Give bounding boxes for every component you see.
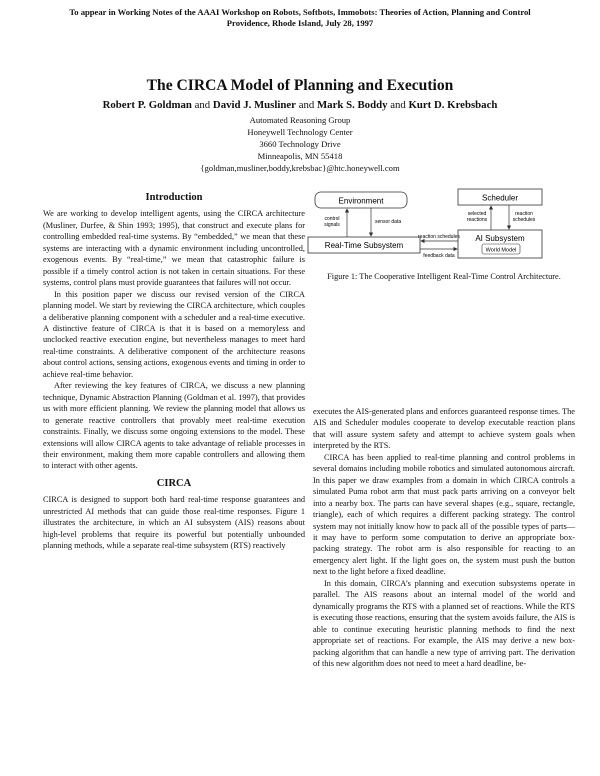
section-heading-introduction: Introduction [145,192,203,203]
reaction-schedules-label: schedules [512,217,536,223]
affiliation-org: Honeywell Technology Center [247,127,353,137]
author-list [0,99,600,111]
world-model-label: World Model [485,247,517,254]
reaction-schedules-label: reaction [515,211,533,217]
paragraph: After reviewing the key features of CIRCA, we discuss a new planning technique, Dynamic Abstraction Planning (Goldman et al. 1997), that provides us with more efficient planning. We review the planning model that allows us to generate reactive controllers that provably meet real-time execution constraints. Finally, we discuss some ongoing extensions to the model. These extensions will allow CIRCA agents to take advantage of reliable processes in their environment, making them more capable controllers and allowing them to interact with other agents. [43,381,305,471]
ais-label: AI Subsystem [475,234,525,243]
right-column [313,406,575,669]
header-line-2: Providence, Rhode Island, July 28, 1997 [226,18,374,28]
figure-caption: Figure 1: The Cooperative Intelligent Real-Time Control Architecture. [327,272,561,281]
conference-header [20,7,580,29]
author-3: Mark S. Boddy [316,99,388,111]
affiliation-block [0,114,600,174]
paper-title: The CIRCA Model of Planning and Execution [146,77,454,94]
environment-label: Environment [338,196,384,206]
affiliation-email: {goldman,musliner,boddy,krebsbac}@htc.honeywell.com [200,163,400,173]
feedback-data-label: feedback data [423,253,455,259]
author-separator: and [390,99,406,111]
section-heading-circa: CIRCA [156,477,192,489]
left-column [43,186,305,552]
control-signals-label: control [324,216,340,222]
rts-label: Real-Time Subsystem [324,241,404,250]
header-line-1: To appear in Working Notes of the AAAI Workshop on Robots, Softbots, Immobots: Theories of Action, Planning and Control [69,7,531,17]
architecture-figure [305,186,585,268]
paragraph: In this domain, CIRCA’s planning and execution subsystems operate in parallel. The AIS reasons about an internal model of the world and dynamically programs the RTS with a planned set of reactions. While the RTS is executing those reactions, ensuring that the system avoids failure, the AIS is able to continue executing heuristic planning methods to find the next appropriate set of reactions. For example, the AIS may derive a new box-packing algorithm that can handle a new type of arriving part. The derivation of this new algorithm does not need to meet a hard deadline, be- [313,578,575,668]
paragraph: We are working to develop intelligent agents, using the CIRCA architecture (Musliner, Durfee, & Shin 1993; 1995), that construct and execute plans for controlling embedded real-time systems. By “embedded,” we mean that these systems are interacting with a dynamic environment including uncontrolled, exogenous events. By “real-time,” we mean that catastrophic failure is possible if a timely control action is not taken in certain situations. For these systems, control plans must provide guarantees that failures will not occur. [43,209,305,288]
control-signals-label: signals [324,222,340,228]
author-separator: and [298,99,315,111]
affiliation-street: 3660 Technology Drive [259,139,341,149]
scheduler-label: Scheduler [481,193,519,203]
paragraph: CIRCA is designed to support both hard real-time response guarantees and unrestricted AI methods that can guide those real-time responses. Figure 1 illustrates the architecture, in which an AI subsystem (AIS) reasons about high-level problems that require its powerful but potentially unbounded planning methods, while a separate real-time subsystem (RTS) reactively [43,495,305,551]
selected-reactions-label: reactions [466,217,488,223]
schedules-to-rts-label: reaction schedules [418,234,460,240]
sensor-data-label: sensor data [375,219,402,225]
paragraph: CIRCA has been applied to real-time planning and control problems in several domains including mobile robotics and simulated autonomous aircraft. In this paper we draw examples from a domain in which CIRCA controls a simulated Puma robot arm that must pack parts arriving on a conveyor belt into a nearby box. The parts can have several shapes (e.g., square, rectangle, triangle), each of which requires a different packing strategy. The control system may not initially know how to pack all of the possible types of parts— it may have to perform some computation to derive an appropriate box-packing strategy. The robot arm is also responsible for reacting to an emergency alert light. If the light goes on, the system must push the button next to the light before a fixed deadline. [313,452,575,577]
author-1: Robert P. Goldman [102,99,192,111]
affiliation-group: Automated Reasoning Group [249,115,351,125]
author-separator: and [194,99,211,111]
paragraph: executes the AIS-generated plans and enforces guaranteed response times. The AIS and Scheduler modules cooperate to develop executable reaction plans that will assure system safety and attempt to achieve system goals when interpreted by the RTS. [313,407,575,451]
paragraph: In this position paper we discuss our revised version of the CIRCA planning model. We start by reviewing the CIRCA architecture, which couples a deliberative planning component with a scheduler and a real-time executive. A distinctive feature of CIRCA is that it is based on a memoryless and unclocked reactive execution engine, but nevertheless manages to meet hard real-time constraints. A deliberative component of the architecture reasons about control actions, sensing actions, exogenous events and timing in order to achieve real-time behavior. [43,289,305,379]
selected-reactions-label: selected [467,211,487,217]
affiliation-city: Minneapolis, MN 55418 [257,151,343,161]
author-4: Kurt D. Krebsbach [408,99,498,111]
author-2: David J. Musliner [212,99,296,111]
